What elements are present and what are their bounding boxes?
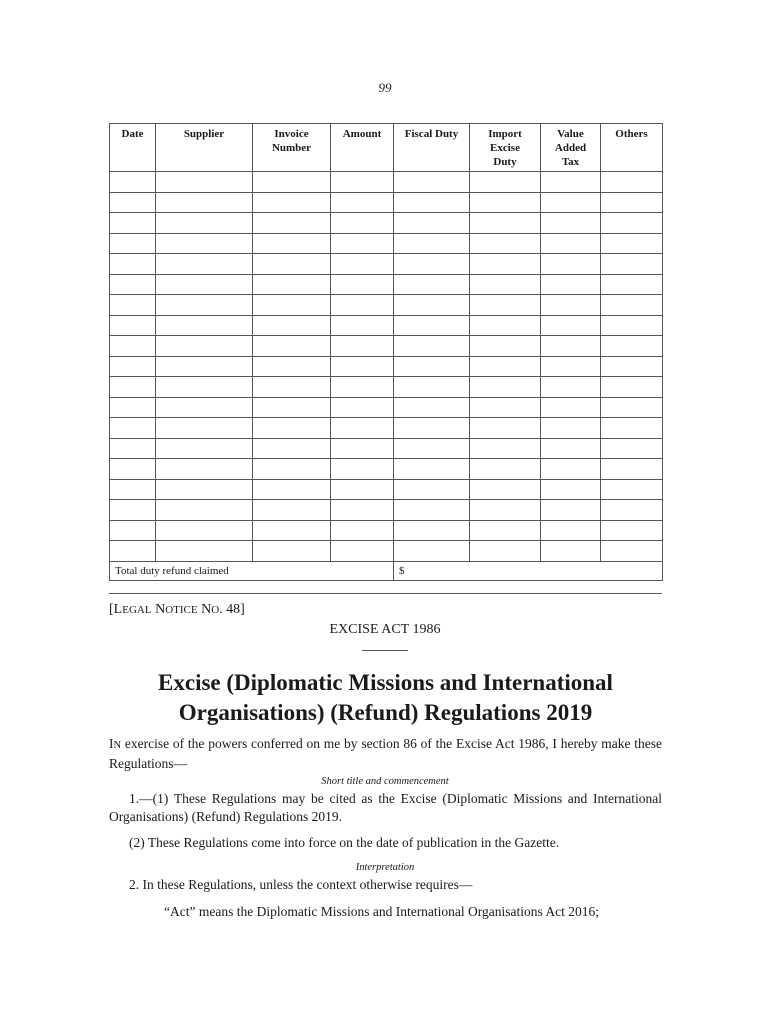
table-cell[interactable] [601, 274, 663, 295]
table-row [110, 541, 663, 562]
table-cell[interactable] [253, 172, 331, 193]
table-cell[interactable] [601, 315, 663, 336]
table-cell[interactable] [110, 274, 156, 295]
table-cell[interactable] [156, 377, 253, 398]
table-cell[interactable] [156, 295, 253, 316]
table-cell[interactable] [470, 192, 541, 213]
table-cell[interactable] [394, 418, 470, 439]
table-cell[interactable] [470, 315, 541, 336]
table-cell[interactable] [156, 418, 253, 439]
table-cell[interactable] [541, 541, 601, 562]
table-cell[interactable] [331, 418, 394, 439]
header-date: Date [110, 124, 156, 172]
table-cell[interactable] [470, 520, 541, 541]
total-label: Total duty refund claimed [110, 561, 394, 580]
table-cell[interactable] [470, 418, 541, 439]
table-cell[interactable] [110, 418, 156, 439]
table-cell[interactable] [253, 213, 331, 234]
table-cell[interactable] [541, 438, 601, 459]
table-cell[interactable] [470, 254, 541, 275]
table-row [110, 438, 663, 459]
total-amount-field[interactable]: $ [394, 561, 663, 580]
table-cell[interactable] [156, 438, 253, 459]
table-cell[interactable] [470, 356, 541, 377]
table-cell[interactable] [331, 459, 394, 480]
table-cell[interactable] [394, 336, 470, 357]
table-cell[interactable] [253, 254, 331, 275]
table-row [110, 274, 663, 295]
table-cell[interactable] [541, 459, 601, 480]
table-row [110, 315, 663, 336]
table-cell[interactable] [470, 459, 541, 480]
table-cell[interactable] [331, 172, 394, 193]
table-cell[interactable] [156, 254, 253, 275]
table-cell[interactable] [394, 397, 470, 418]
table-cell[interactable] [253, 418, 331, 439]
section-divider [109, 593, 662, 594]
definition-act: “Act” means the Diplomatic Missions and International Organisations Act 2016; [164, 904, 600, 919]
header-invoice-number: Invoice Number [253, 124, 331, 172]
table-cell[interactable] [331, 438, 394, 459]
table-cell[interactable] [253, 315, 331, 336]
table-cell[interactable] [541, 295, 601, 316]
table-cell[interactable] [156, 213, 253, 234]
table-cell[interactable] [541, 233, 601, 254]
table-cell[interactable] [331, 213, 394, 234]
table-cell[interactable] [253, 459, 331, 480]
refund-claim-table [109, 123, 663, 581]
table-cell[interactable] [601, 172, 663, 193]
table-cell[interactable] [601, 192, 663, 213]
table-cell[interactable] [253, 397, 331, 418]
table-cell[interactable] [156, 520, 253, 541]
table-cell[interactable] [156, 479, 253, 500]
table-cell[interactable] [470, 438, 541, 459]
table-cell[interactable] [110, 459, 156, 480]
table-cell[interactable] [110, 213, 156, 234]
header-value-added-tax: Value Added Tax [541, 124, 601, 172]
table-cell[interactable] [156, 397, 253, 418]
table-cell[interactable] [470, 233, 541, 254]
table-cell[interactable] [394, 459, 470, 480]
table-row [110, 500, 663, 521]
table-cell[interactable] [601, 213, 663, 234]
table-row [110, 233, 663, 254]
table-row [110, 172, 663, 193]
table-cell[interactable] [601, 397, 663, 418]
table-cell[interactable] [470, 500, 541, 521]
table-cell[interactable] [253, 438, 331, 459]
table-cell[interactable] [541, 356, 601, 377]
table-cell[interactable] [110, 172, 156, 193]
table-cell[interactable] [394, 295, 470, 316]
table-cell[interactable] [331, 479, 394, 500]
table-cell[interactable] [156, 500, 253, 521]
table-cell[interactable] [394, 520, 470, 541]
table-cell[interactable] [541, 213, 601, 234]
table-cell[interactable] [394, 356, 470, 377]
table-cell[interactable] [394, 192, 470, 213]
page-number: 99 [378, 80, 392, 95]
regulation-title: Excise (Diplomatic Missions and International Organisations) (Refund) Regulations 2019 [158, 670, 613, 725]
table-row [110, 377, 663, 398]
table-cell[interactable] [110, 500, 156, 521]
table-cell[interactable] [331, 500, 394, 521]
table-cell[interactable] [156, 541, 253, 562]
table-cell[interactable] [253, 192, 331, 213]
header-supplier: Supplier [156, 124, 253, 172]
table-cell[interactable] [253, 356, 331, 377]
table-cell[interactable] [470, 541, 541, 562]
paragraph-1-2: (2) These Regulations come into force on the date of publication in the Gazette. [129, 835, 560, 850]
table-cell[interactable] [331, 233, 394, 254]
table-cell[interactable] [156, 336, 253, 357]
table-cell[interactable] [394, 377, 470, 398]
table-cell[interactable] [470, 213, 541, 234]
table-cell[interactable] [156, 356, 253, 377]
table-cell[interactable] [110, 438, 156, 459]
table-cell[interactable] [110, 377, 156, 398]
table-cell[interactable] [394, 315, 470, 336]
table-cell[interactable] [253, 377, 331, 398]
heading-short-title: Short title and commencement [321, 776, 449, 787]
table-cell[interactable] [394, 500, 470, 521]
header-others: Others [601, 124, 663, 172]
table-cell[interactable] [110, 254, 156, 275]
table-row [110, 397, 663, 418]
table-row [110, 192, 663, 213]
table-cell[interactable] [470, 397, 541, 418]
table-cell[interactable] [110, 541, 156, 562]
table-cell[interactable] [253, 295, 331, 316]
table-cell[interactable] [394, 274, 470, 295]
table-cell[interactable] [601, 295, 663, 316]
table-cell[interactable] [110, 397, 156, 418]
table-cell[interactable] [394, 479, 470, 500]
table-row [110, 418, 663, 439]
table-cell[interactable] [541, 520, 601, 541]
preamble: IN exercise of the powers conferred on me by section 86 of the Excise Act 1986, I hereby make these Regulations— [109, 736, 662, 771]
table-cell[interactable] [331, 356, 394, 377]
table-cell[interactable] [110, 192, 156, 213]
table-cell[interactable] [541, 254, 601, 275]
table-cell[interactable] [253, 274, 331, 295]
table-cell[interactable] [394, 254, 470, 275]
table-cell[interactable] [601, 541, 663, 562]
legal-notice-label: [LEGAL NOTICE NO. 48] [109, 602, 245, 617]
table-cell[interactable] [601, 233, 663, 254]
table-cell[interactable] [541, 172, 601, 193]
table-cell[interactable] [601, 520, 663, 541]
table-cell[interactable] [470, 295, 541, 316]
table-cell[interactable] [253, 541, 331, 562]
table-cell[interactable] [331, 315, 394, 336]
table-cell[interactable] [601, 500, 663, 521]
table-cell[interactable] [541, 397, 601, 418]
table-cell[interactable] [253, 500, 331, 521]
table-cell[interactable] [541, 418, 601, 439]
table-cell[interactable] [110, 356, 156, 377]
table-row [110, 213, 663, 234]
table-cell[interactable] [470, 274, 541, 295]
table-cell[interactable] [331, 254, 394, 275]
table-cell[interactable] [331, 336, 394, 357]
table-cell[interactable] [541, 336, 601, 357]
table-cell[interactable] [541, 500, 601, 521]
table-cell[interactable] [601, 254, 663, 275]
table-cell[interactable] [156, 233, 253, 254]
table-cell[interactable] [110, 295, 156, 316]
header-fiscal-duty: Fiscal Duty [394, 124, 470, 172]
table-cell[interactable] [156, 274, 253, 295]
table-cell[interactable] [253, 479, 331, 500]
table-row [110, 356, 663, 377]
table-cell[interactable] [156, 315, 253, 336]
table-cell[interactable] [601, 479, 663, 500]
table-cell[interactable] [156, 459, 253, 480]
table-cell[interactable] [331, 274, 394, 295]
table-cell[interactable] [156, 172, 253, 193]
paragraph-1-1: 1.—(1) These Regulations may be cited as the Excise (Diplomatic Missions and International Organisations) (Refund) Regulations 2019. [109, 791, 662, 824]
table-cell[interactable] [470, 336, 541, 357]
total-row [110, 561, 663, 580]
table-cell[interactable] [470, 172, 541, 193]
table-cell[interactable] [470, 377, 541, 398]
table-cell[interactable] [601, 459, 663, 480]
table-header-row [110, 124, 663, 172]
table-cell[interactable] [394, 541, 470, 562]
table-cell[interactable] [110, 315, 156, 336]
table-cell[interactable] [110, 479, 156, 500]
table-cell[interactable] [394, 172, 470, 193]
table-row [110, 336, 663, 357]
table-row [110, 254, 663, 275]
table-cell[interactable] [331, 192, 394, 213]
table-cell[interactable] [394, 213, 470, 234]
table-cell[interactable] [470, 479, 541, 500]
table-cell[interactable] [156, 192, 253, 213]
table-cell[interactable] [394, 438, 470, 459]
table-cell[interactable] [601, 438, 663, 459]
paragraph-2: 2. In these Regulations, unless the context otherwise requires— [129, 877, 473, 892]
table-cell[interactable] [253, 336, 331, 357]
table-cell[interactable] [253, 520, 331, 541]
table-cell[interactable] [541, 192, 601, 213]
heading-interpretation: Interpretation [355, 862, 415, 873]
table-cell[interactable] [331, 520, 394, 541]
table-cell[interactable] [331, 541, 394, 562]
table-cell[interactable] [541, 479, 601, 500]
table-cell[interactable] [541, 315, 601, 336]
table-row [110, 459, 663, 480]
act-title: EXCISE ACT 1986 [329, 622, 441, 637]
title-underline [362, 650, 408, 651]
table-row [110, 479, 663, 500]
table-cell[interactable] [541, 274, 601, 295]
table-row [110, 295, 663, 316]
table-cell[interactable] [541, 377, 601, 398]
table-cell[interactable] [110, 336, 156, 357]
table-cell[interactable] [601, 418, 663, 439]
table-cell[interactable] [601, 356, 663, 377]
header-amount: Amount [331, 124, 394, 172]
table-row [110, 520, 663, 541]
header-import-excise-duty: Import Excise Duty [470, 124, 541, 172]
table-cell[interactable] [601, 336, 663, 357]
table-cell[interactable] [110, 233, 156, 254]
table-cell[interactable] [253, 233, 331, 254]
table-cell[interactable] [394, 233, 470, 254]
table-cell[interactable] [331, 377, 394, 398]
table-body [110, 172, 663, 581]
table-cell[interactable] [331, 295, 394, 316]
table-cell[interactable] [110, 520, 156, 541]
table-cell[interactable] [331, 397, 394, 418]
table-cell[interactable] [601, 377, 663, 398]
